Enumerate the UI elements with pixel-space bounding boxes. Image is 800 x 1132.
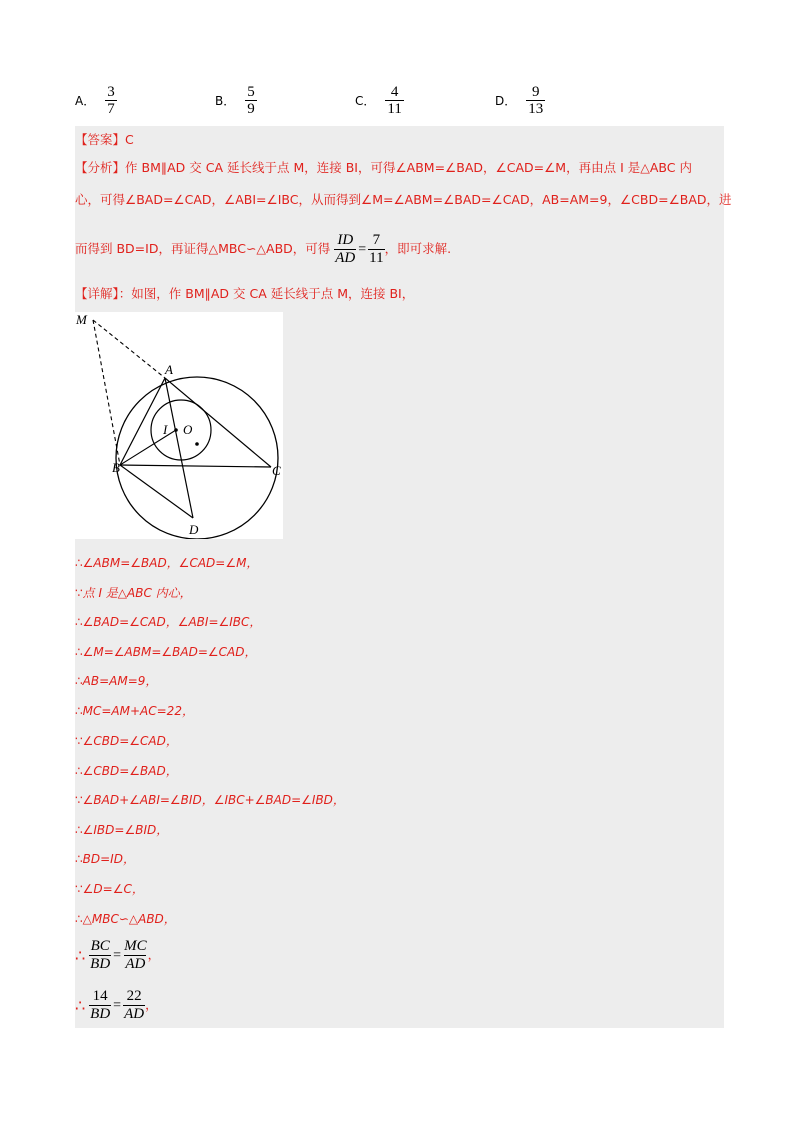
solution-panel — [75, 126, 732, 1028]
fraction-numerator: 4 — [390, 83, 399, 100]
trailing-comma: ， — [145, 997, 158, 1012]
option-fraction — [245, 84, 257, 117]
proof-step: ∴AB=AM=9， — [75, 674, 158, 688]
option-d — [495, 80, 545, 120]
fraction-left — [89, 988, 111, 1023]
analysis-line-2 — [75, 190, 732, 208]
option-b — [215, 80, 257, 120]
fraction-numerator: 7 — [372, 232, 381, 248]
fraction-denominator: 11 — [369, 250, 384, 266]
option-label: A． — [75, 93, 96, 108]
proof-step: ∴∠M=∠ABM=∠BAD=∠CAD， — [75, 645, 257, 659]
label-i: I — [163, 422, 168, 437]
ratio-fraction — [334, 232, 356, 267]
answer-line — [75, 130, 134, 148]
equals-sign: = — [113, 997, 122, 1013]
detail-tag: 【详解】 — [75, 286, 119, 301]
analysis-text-2: 心，可得∠BAD=∠CAD，∠ABI=∠IBC，从而得到∠M=∠ABM=∠BAD=∠CAD，AB=AM=9，∠CBD=∠BAD，进 — [75, 192, 732, 207]
segment-bd — [120, 465, 193, 518]
segment-bc — [120, 465, 271, 467]
incenter-point — [174, 428, 178, 432]
detail-text: ：如图，作 BM∥AD 交 CA 延长线于点 M，连接 BI， — [118, 286, 415, 301]
proof-step: ∵∠D=∠C， — [75, 882, 144, 896]
proof-step: ∴MC=AM+AC=22， — [75, 704, 194, 718]
label-c: C — [272, 463, 281, 478]
circumcircle — [116, 377, 278, 539]
geometry-diagram — [75, 312, 283, 539]
proof-step: ∴∠CBD=∠BAD， — [75, 764, 178, 778]
option-fraction — [385, 84, 403, 117]
label-a: A — [165, 362, 173, 377]
analysis-line-3 — [75, 232, 451, 267]
fraction-right — [123, 988, 145, 1023]
fraction-denominator: BD — [90, 956, 111, 972]
answer-tag: 【答案】 — [75, 132, 126, 147]
label-o: O — [183, 422, 193, 437]
option-fraction — [105, 84, 117, 117]
fraction-numerator: 22 — [126, 988, 142, 1004]
proof-step: ∵∠CBD=∠CAD， — [75, 734, 178, 748]
fraction-numerator: 3 — [107, 83, 115, 100]
segment-ac — [165, 378, 271, 467]
fraction-denominator: BD — [90, 1006, 111, 1022]
option-fraction — [526, 84, 545, 117]
proof-step: ∴△MBC∽△ABD， — [75, 912, 176, 926]
analysis-tag: 【分析】 — [75, 160, 126, 175]
analysis-text-3: 而得到 BD=ID，再证得△MBC∽△ABD，可得 — [75, 241, 331, 256]
circumcenter-point — [195, 442, 199, 446]
option-label: C． — [355, 93, 376, 108]
proof-step: ∵点 I 是△ABC 内心， — [75, 586, 192, 600]
segment-mb — [93, 320, 120, 465]
value-fraction — [368, 232, 384, 267]
analysis-text-1: 作 BM∥AD 交 CA 延长线于点 M，连接 BI，可得∠ABM=∠BAD，∠CAD=∠M，再由点 I 是△ABC 内 — [125, 160, 692, 175]
analysis-line-1 — [75, 158, 692, 176]
fraction-numerator: 9 — [532, 83, 540, 100]
fraction-denominator: AD — [124, 1006, 145, 1022]
fraction-denominator: AD — [335, 250, 356, 266]
detail-line — [75, 284, 414, 302]
segment-ab — [120, 378, 165, 465]
fraction-denominator: 13 — [528, 100, 544, 117]
proof-step: ∴BD=ID， — [75, 852, 135, 866]
fraction-numerator: 14 — [92, 988, 108, 1004]
option-a — [75, 80, 117, 120]
option-label: D． — [495, 93, 517, 108]
answer-value: C — [125, 132, 134, 147]
trailing-comma: ， — [147, 947, 161, 962]
fraction-numerator: MC — [124, 938, 147, 954]
proof-step: ∴∠BAD=∠CAD，∠ABI=∠IBC， — [75, 615, 262, 629]
fraction-numerator: ID — [337, 232, 354, 248]
therefore-symbol: ∴ — [75, 996, 86, 1015]
proof-step: ∴∠ABM=∠BAD，∠CAD=∠M， — [75, 556, 259, 570]
label-d: D — [189, 522, 199, 537]
label-b: B — [112, 460, 120, 475]
ratio-equation-1 — [75, 938, 160, 973]
equals-sign: = — [113, 947, 122, 963]
segment-ma — [93, 320, 165, 378]
option-c — [355, 80, 404, 120]
answer-options — [75, 80, 725, 120]
fraction-right — [123, 938, 148, 973]
fraction-denominator: AD — [125, 956, 146, 972]
fraction-numerator: 5 — [247, 83, 255, 100]
proof-step: ∵∠BAD+∠ABI=∠BID，∠IBC+∠BAD=∠IBD， — [75, 793, 345, 807]
fraction-denominator: 11 — [387, 100, 402, 117]
fraction-left — [89, 938, 111, 973]
fraction-numerator: BC — [90, 938, 110, 954]
segment-ad — [165, 378, 193, 518]
equals-sign: = — [358, 241, 367, 257]
option-label: B． — [215, 93, 236, 108]
ratio-equation-2 — [75, 988, 158, 1023]
therefore-symbol: ∴ — [75, 946, 86, 965]
label-m: M — [76, 312, 87, 327]
analysis-text-4: ，即可求解. — [384, 241, 452, 256]
geometry-figure — [75, 312, 283, 539]
fraction-denominator: 9 — [247, 100, 255, 117]
proof-step: ∴∠IBD=∠BID， — [75, 823, 169, 837]
fraction-denominator: 7 — [107, 100, 115, 117]
